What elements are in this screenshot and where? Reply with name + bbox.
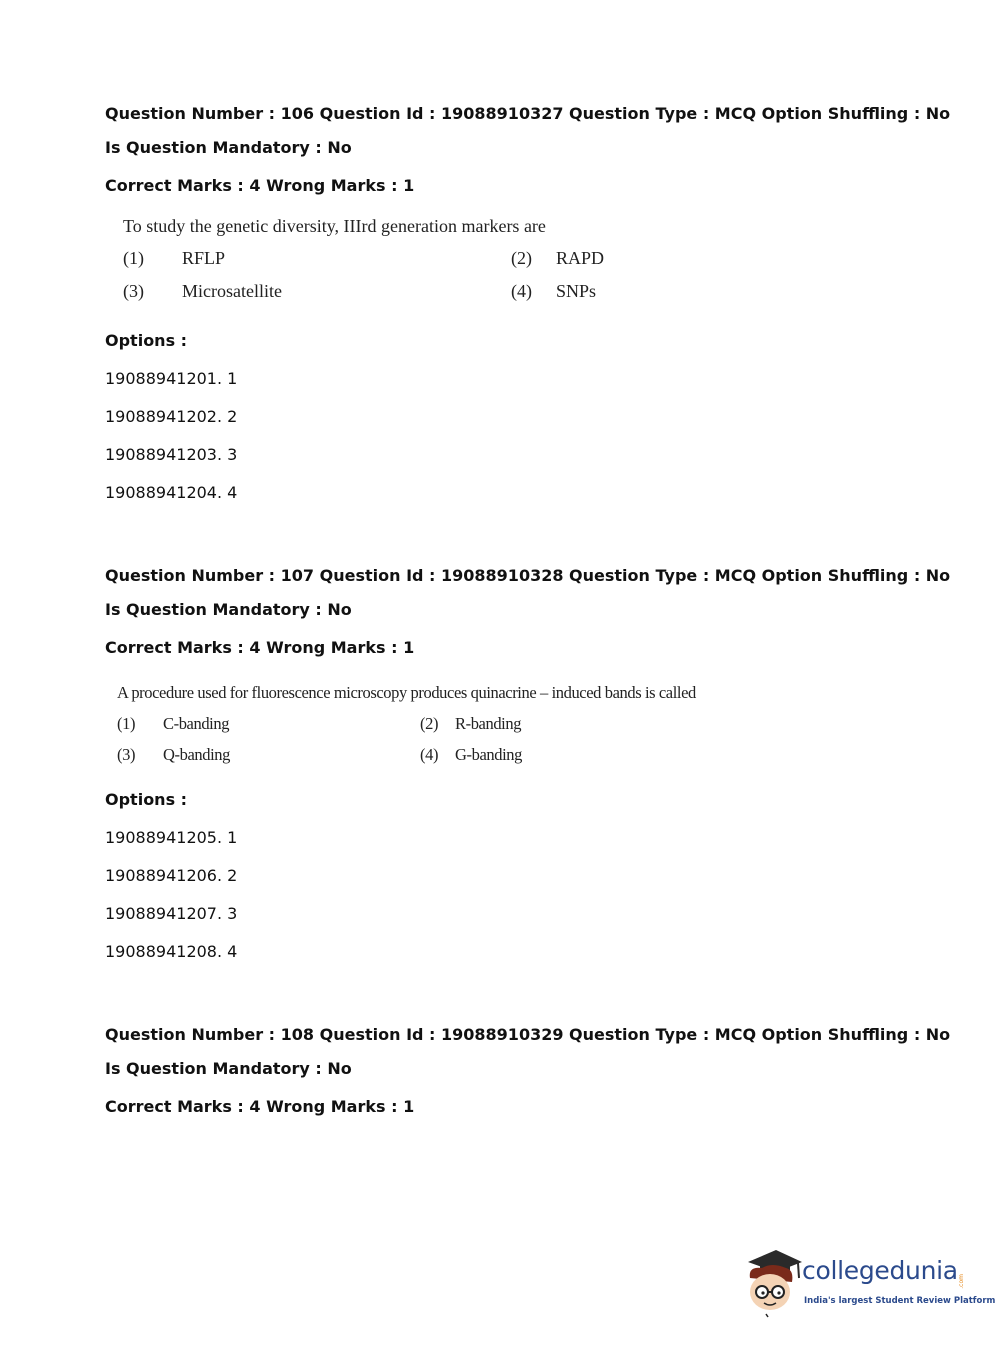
option-item: 19088941206. 2: [105, 866, 238, 885]
choice-number: (2): [511, 248, 532, 268]
choice-number: (4): [511, 281, 532, 301]
question-header: Question Number : 108 Question Id : 19088910329 Question Type : MCQ Option Shuffling : No: [105, 1025, 951, 1044]
choice-text: Q-banding: [163, 745, 230, 764]
marks-line: Correct Marks : 4 Wrong Marks : 1: [105, 176, 415, 195]
choice-number: (3): [123, 281, 144, 301]
choice-text: G-banding: [455, 745, 522, 764]
mascot-icon: [742, 1248, 804, 1318]
logo-suffix: .com: [958, 1274, 965, 1289]
logo-name: collegedunia: [802, 1256, 958, 1285]
choice-number: (1): [123, 248, 144, 268]
choice-number: (4): [420, 745, 439, 764]
option-item: 19088941201. 1: [105, 369, 238, 388]
option-item: 19088941205. 1: [105, 828, 238, 847]
choice-text: RFLP: [182, 248, 226, 268]
question-header: Question Number : 107 Question Id : 19088910328 Question Type : MCQ Option Shuffling : No: [105, 566, 951, 585]
choice-number: (1): [117, 714, 136, 733]
marks-line: Correct Marks : 4 Wrong Marks : 1: [105, 1097, 415, 1116]
choice-text: R-banding: [455, 714, 522, 733]
options-label: Options :: [105, 790, 188, 809]
option-item: 19088941204. 4: [105, 483, 238, 502]
collegedunia-logo: [742, 1248, 996, 1318]
mandatory-line: Is Question Mandatory : No: [105, 1059, 352, 1078]
mandatory-line: Is Question Mandatory : No: [105, 600, 352, 619]
choice-number: (2): [420, 714, 439, 733]
option-item: 19088941202. 2: [105, 407, 238, 426]
question-header: Question Number : 106 Question Id : 19088910327 Question Type : MCQ Option Shuffling : No: [105, 104, 951, 123]
choice-number: (3): [117, 745, 136, 764]
choice-text: C-banding: [163, 714, 230, 733]
choice-text: RAPD: [556, 248, 605, 268]
question-text: To study the genetic diversity, IIIrd generation markers are: [123, 216, 546, 236]
options-label: Options :: [105, 331, 188, 350]
option-item: 19088941203. 3: [105, 445, 238, 464]
option-item: 19088941207. 3: [105, 904, 238, 923]
mandatory-line: Is Question Mandatory : No: [105, 138, 352, 157]
choice-text: SNPs: [556, 281, 597, 301]
choice-text: Microsatellite: [182, 281, 282, 301]
option-item: 19088941208. 4: [105, 942, 238, 961]
marks-line: Correct Marks : 4 Wrong Marks : 1: [105, 638, 415, 657]
logo-tagline: India's largest Student Review Platform: [804, 1296, 996, 1306]
question-text: A procedure used for fluorescence microscopy produces quinacrine – induced bands is called: [117, 683, 696, 702]
